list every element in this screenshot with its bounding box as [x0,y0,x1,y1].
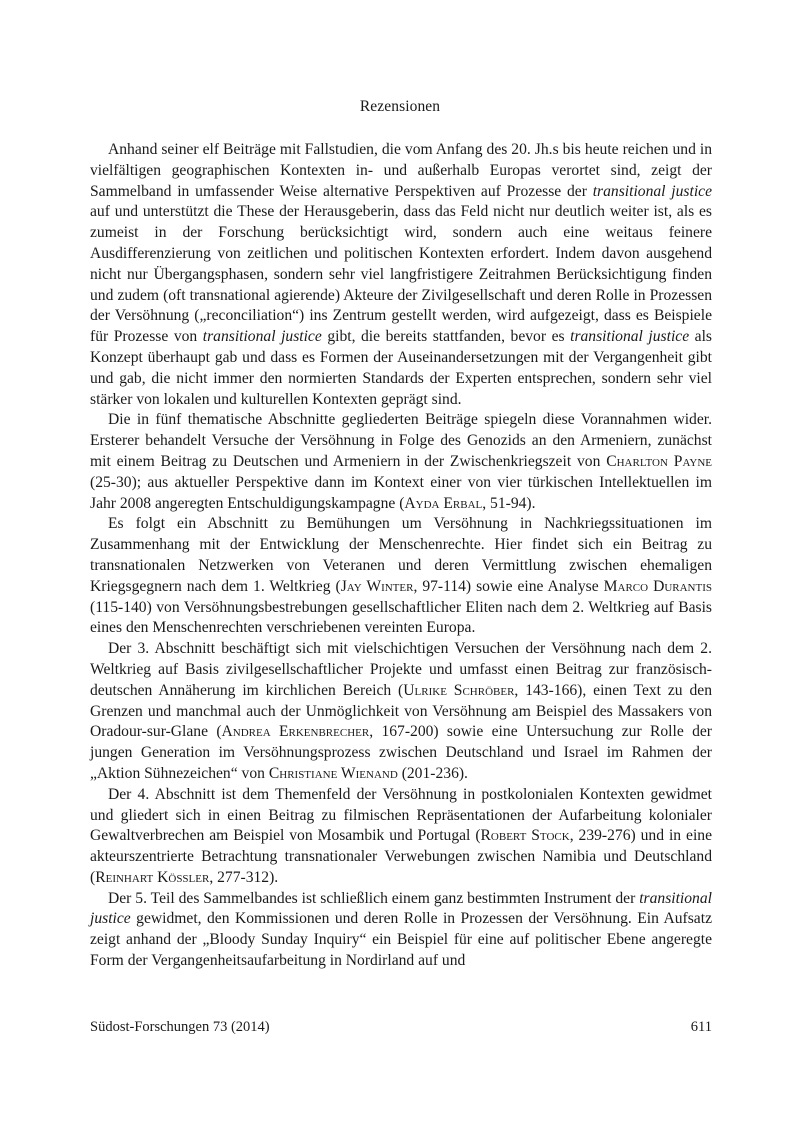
review-body [90,140,712,972]
text-segment: Es folgt ein Abschnitt zu Bemühungen um Versöhnung in Nachkriegssituationen im Zusammenhang mit der Entwicklung der Menschenrechte. Hier findet sich ein Beitrag zu transnationalen Netzwerken von Veteranen und deren Vermittlung zwischen ehemaligen Kriegsgegnern nach dem 1. Weltkrieg ( [90,515,712,595]
emphasis-term: transitional justice [90,889,712,928]
paragraph [90,410,712,514]
text-segment: , 167-200) sowie eine Untersuchung zur Rolle der jungen Generation im Versöhnungsprozess zwischen Deutschland und Israel im Rahmen der „Aktion Sühnezeichen“ von [90,723,712,782]
text-segment: Der 4. Abschnitt ist dem Themenfeld der Versöhnung in postkolonialen Kontexten gewidmet und gliedert sich in einen Beitrag zu filmischen Repräsentationen der Aufarbeitung kolonialer Gewaltverbrechen am Beispiel von Mosambik und Portugal ( [90,785,712,845]
text-segment: gewidmet, den Kommissionen und deren Rolle in Prozessen der Versöhnung. Ein Aufsatz zeigt anhand der „Bloody Sunday Inquiry“ ein Beispiel für eine auf politischer Ebene angeregte Form der Vergangenheitsaufarbeitung in Nordirland auf und [90,910,712,970]
text-segment: gibt, die bereits stattfanden, bevor es [321,328,571,346]
journal-citation: Südost-Forschungen 73 (2014) [90,1019,270,1035]
text-segment: als Konzept überhaupt gab und dass es Formen der Auseinandersetzungen mit der Vergangenheit gibt und gab, die nicht immer den normierten Standards der Experten entsprechen, sondern sehr viel stärker von lokalen und kulturellen Kontexten geprägt sind. [90,328,712,408]
text-segment: , 97-114) sowie eine Analyse [413,577,604,595]
text-segment: Der 5. Teil des Sammelbandes ist schließlich einem ganz bestimmten Instrument der [108,889,640,907]
author-name: Christiane Wienand [268,764,398,782]
text-segment: Anhand seiner elf Beiträge mit Fallstudien, die vom Anfang des 20. Jh.s bis heute reichen und in vielfältigen geographischen Kontexten in- und außerhalb Europas verortet sind, zeigt der Sammelband in umfassender Weise alternative Perspektiven auf Prozesse der [90,141,712,200]
text-segment: auf und unterstützt die These der Herausgeberin, dass das Feld nicht nur deutlich weiter ist, als es zumeist in der Forschung berücksichtigt wird, sondern auch eine weitaus feinere Ausdifferenzierung von zeitlichen und politischen Kontexten erfordert. Indem davon ausgehend nicht nur Übergangsphasen, sondern sehr viel langfristigere Zeitrahmen Berücksichtigung finden und zudem (oft transnational agierende) Akteure der Zivilgesellschaft und deren Rolle in Prozessen der Versöhnung („reconciliation“) ins Zentrum gestellt werden, wird aufgezeigt, dass es Beispiele für Prozesse von [90,203,712,346]
text-segment: , 51-94). [482,494,536,512]
paragraph [90,140,712,410]
emphasis-term: transitional justice [202,328,322,346]
text-segment: Der 3. Abschnitt beschäftigt sich mit vielschichtigen Versuchen der Versöhnung nach dem 2. Weltkrieg auf Basis zivilgesellschaftlicher Projekte und umfasst einen Beitrag zur französisch-deutschen Annäherung im kirchlichen Bereich ( [90,640,712,699]
author-name: Charlton Payne [606,452,712,470]
author-name: Reinhart Kössler [95,868,210,886]
paragraph [90,785,712,889]
author-name: Robert Stock [480,827,570,845]
text-segment: , 277-312). [209,868,279,886]
page-number: 611 [690,1019,712,1035]
author-name: Ayda Erbal [404,494,483,512]
text-segment: , 143-166), einen Text zu den Grenzen und manchmal auch der Unmöglichkeit von Versöhnung am Beispiel des Massakers von Oradour-sur-Glane ( [90,681,712,741]
text-segment: , 239-276) und in eine akteurszentrierte Betrachtung transnationaler Verwebungen zwischen Namibia und Deutschland ( [90,827,712,886]
author-name: Andrea Erkenbrecher [221,723,370,741]
paragraph [90,514,712,639]
emphasis-term: transitional justice [570,328,690,346]
author-name: Marco Durantis [603,577,712,595]
running-head: Rezensionen [359,98,441,115]
text-segment: (201-236). [397,764,468,782]
paragraph [90,889,712,972]
text-segment: Die in fünf thematische Abschnitte gegliederten Beiträge spiegeln diese Vorannahmen wider. Ersterer behandelt Versuche der Versöhnung in Folge des Genozids an den Armeniern, zunächst mit einem Beitrag zu Deutschen und Armeniern in der Zwischenkriegszeit von [90,411,712,470]
paragraph [90,639,712,785]
author-name: Jay Winter [340,577,414,595]
text-segment: (115-140) von Versöhnungsbestrebungen gesellschaftlicher Eliten nach dem 2. Weltkrieg auf Basis eines den Menschenrechten verschriebenen vereinten Europa. [90,598,712,637]
author-name: Ulrike Schröber [403,681,515,699]
emphasis-term: transitional justice [592,182,713,200]
text-segment: (25-30); aus aktueller Perspektive dann im Kontext einer von vier türkischen Intellektuellen im Jahr 2008 angeregten Entschuldigungskampagne ( [90,473,712,512]
